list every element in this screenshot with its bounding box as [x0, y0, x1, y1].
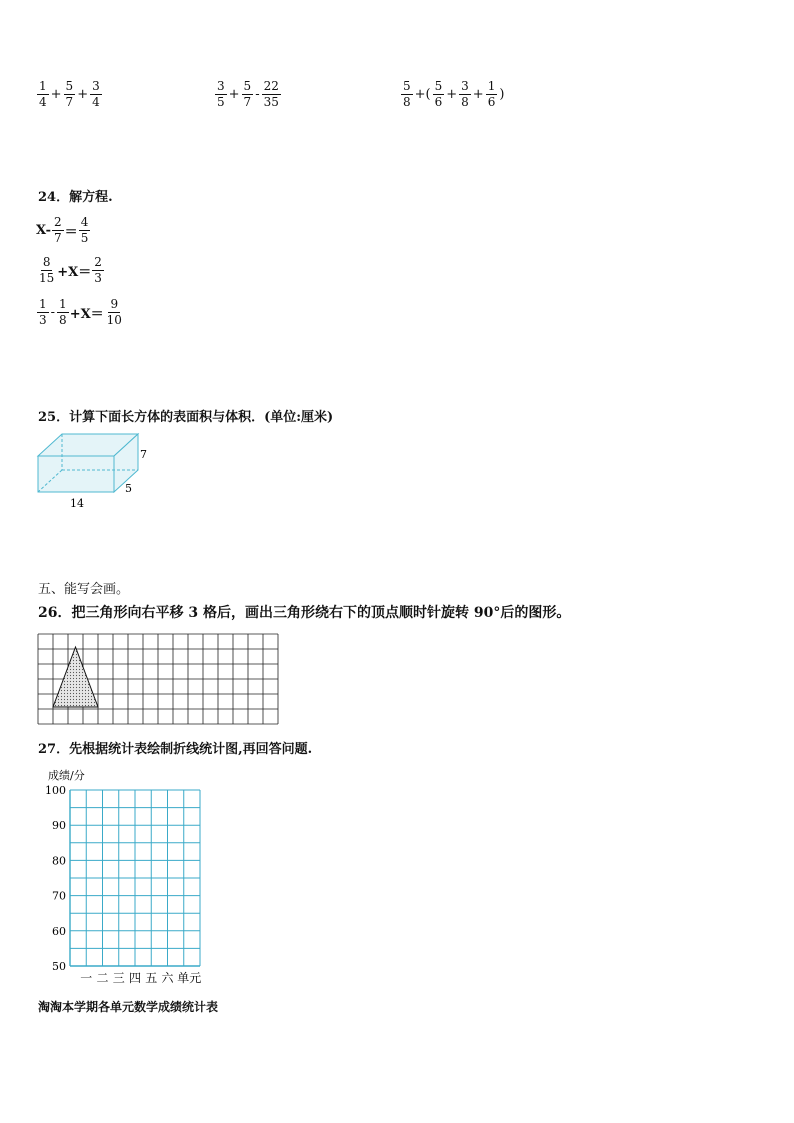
fraction [242, 80, 254, 109]
variable-term: ＝ [64, 225, 78, 240]
expression-2 [214, 80, 282, 109]
y-tick-label: 70 [52, 889, 66, 903]
numerator: 1 [39, 297, 47, 311]
numerator: 1 [487, 79, 496, 93]
numerator: 3 [461, 79, 469, 93]
equation-3 [36, 298, 125, 327]
numerator: 22 [263, 79, 279, 93]
numerator: 5 [403, 79, 411, 93]
variable-term: +X＝ [57, 265, 92, 280]
numerator: 8 [42, 255, 51, 269]
operator: + [77, 87, 89, 102]
denominator: 6 [434, 95, 443, 109]
denominator: 6 [487, 95, 496, 109]
numerator: 1 [59, 297, 67, 311]
x-tick-label: 五 [145, 971, 158, 985]
x-tick-label: 一 [80, 971, 93, 985]
denominator: 35 [263, 95, 279, 109]
fraction [262, 80, 281, 109]
operator: + [472, 87, 484, 102]
cuboid-front-face [38, 456, 114, 492]
denominator: 15 [39, 271, 55, 285]
denominator: 5 [217, 95, 225, 109]
fraction [37, 298, 49, 327]
numerator: 5 [65, 79, 74, 93]
denominator: 8 [59, 313, 67, 327]
x-tick-label: 六 [161, 971, 174, 985]
y-axis-label: 成绩/分 [48, 769, 85, 782]
fraction [459, 80, 471, 109]
x-tick-label: 四 [128, 971, 142, 985]
operator: + [446, 87, 458, 102]
fraction [433, 80, 445, 109]
denominator: 7 [243, 95, 252, 109]
fraction [52, 216, 64, 245]
fraction [401, 80, 413, 109]
shaded-triangle [53, 647, 98, 707]
numerator: 3 [92, 79, 100, 93]
operator: + [50, 87, 62, 102]
width-label: 5 [125, 482, 132, 495]
fraction [90, 80, 102, 109]
height-label: 7 [140, 448, 147, 461]
translation-grid [36, 632, 282, 726]
fraction [105, 298, 124, 327]
fraction [57, 298, 69, 327]
operator: - [255, 87, 260, 102]
numerator: 3 [217, 79, 225, 93]
denominator: 3 [39, 313, 47, 327]
equation-2 [36, 256, 105, 285]
section-5-title: 五、能写会画。 [38, 582, 130, 597]
denominator: 4 [39, 95, 47, 109]
y-tick-label: 90 [52, 819, 66, 833]
variable-term: X- [36, 223, 52, 238]
q24-title: 24．解方程. [38, 190, 113, 205]
denominator: 4 [92, 95, 100, 109]
y-tick-label: 80 [52, 854, 66, 868]
numerator: 2 [54, 215, 62, 229]
expression-1 [36, 80, 103, 109]
x-axis-label: 单元 [177, 971, 202, 985]
denominator: 8 [461, 95, 469, 109]
q26-title: 26．把三角形向右平移 3 格后，画出三角形绕右下的顶点顺时针旋转 90°后的图形。 [38, 605, 571, 621]
y-tick-label: 50 [52, 960, 66, 973]
numerator: 4 [80, 215, 89, 229]
y-tick-label: 100 [45, 784, 66, 797]
variable-term: +X＝ [69, 307, 104, 322]
x-tick-label: 二 [96, 971, 109, 985]
denominator: 7 [65, 95, 74, 109]
fraction [79, 216, 91, 245]
numerator: 1 [39, 79, 47, 93]
equation-1 [36, 216, 91, 245]
denominator: 10 [106, 313, 122, 327]
operator: - [50, 305, 56, 320]
table-caption: 淘淘本学期各单元数学成绩统计表 [38, 1000, 219, 1014]
denominator: 7 [54, 231, 62, 245]
cuboid-figure [30, 428, 170, 518]
expression-3 [400, 80, 505, 109]
numerator: 2 [94, 255, 102, 269]
q25-title: 25．计算下面长方体的表面积与体积．(单位:厘米) [38, 410, 334, 425]
fraction [486, 80, 498, 109]
fraction [215, 80, 227, 109]
numerator: 9 [110, 297, 119, 311]
fraction [64, 80, 76, 109]
score-line-chart [36, 764, 236, 986]
denominator: 3 [94, 271, 102, 285]
numerator: 5 [434, 79, 443, 93]
fraction [37, 256, 56, 285]
denominator: 8 [403, 95, 411, 109]
fraction [37, 80, 49, 109]
operator: + [228, 87, 240, 102]
denominator: 5 [80, 231, 89, 245]
y-tick-label: 60 [52, 924, 66, 938]
numerator: 5 [243, 79, 252, 93]
length-label: 14 [70, 497, 84, 510]
operator: ) [499, 87, 505, 102]
q27-title: 27．先根据统计表绘制折线统计图,再回答问题. [38, 742, 313, 757]
operator: +( [414, 87, 431, 102]
fraction [92, 256, 104, 285]
x-tick-label: 三 [112, 971, 125, 985]
